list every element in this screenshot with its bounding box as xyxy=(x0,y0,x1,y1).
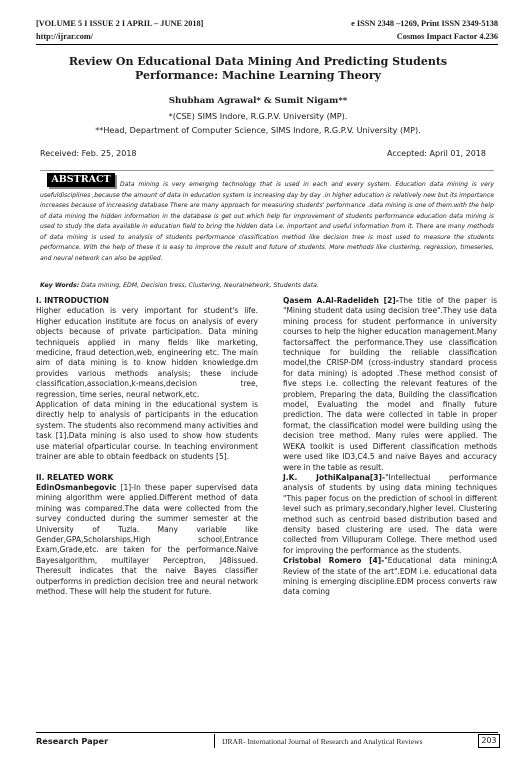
intro-heading: I. INTRODUCTION xyxy=(36,296,109,305)
footer-divider xyxy=(214,734,215,748)
impact-factor: Cosmos Impact Factor 4.236 xyxy=(396,32,498,41)
affiliation-1: *(CSE) SIMS Indore, R.G.P.V. University (MP). xyxy=(168,111,348,121)
related-work-heading: II. RELATED WORK xyxy=(36,472,114,482)
ref-author-3: J.K. JothiKalpana[3]- xyxy=(283,472,386,482)
footer-paper-type: Research Paper xyxy=(36,736,109,746)
authors: Shubham Agrawal* & Sumit Nigam** xyxy=(168,96,348,106)
right-column xyxy=(283,296,497,598)
intro-paragraph-2: Application of data mining in the educational system is directly help to analysis of participants in the education system. The students also recommend many activities and task [1].Data mining is also used to show how students use material ofparticular course. In teaching environment trainer are able to obtain feedback on students [5]. xyxy=(36,400,258,462)
ref-text-4: "Educational data mining;A Review of the state of the art".EDM i.e. educational data mining is emerging discipline.EDM process converts raw data coming xyxy=(283,556,497,597)
keywords xyxy=(40,282,494,289)
volume-info: [VOLUME 5 I ISSUE 2 I APRIL – JUNE 2018] xyxy=(36,19,204,28)
abstract-rule xyxy=(40,170,494,171)
paper-title: Review On Educational Data Mining And Predicting Students Performance: Machine Learning Theory xyxy=(68,55,448,82)
left-column xyxy=(36,296,258,597)
abstract-text: Data mining is very emerging technology that is used in each and every system. Education data mining is very usefuldisciplines ,because the amount of data in education system is increasing day by day .in higher education is relatively new but its importance increases because of increasing database There are many approach for measuring students' performance .data mining is one of them.with the help of data mining the hidden information in the database is get out which help for improvement of students performance education data mining is used to study the data available in education field to bring the hidden data i.e. important and useful information from it. There are many methods of data mining is used to analysis of students performance classification method like decision tree is most used to measure the students performance. With the help of these it is easy to improve the result and future of students. More methods like clustering, regression, timeseries, and neural network can also be applied. xyxy=(40,181,494,262)
page-number: 203 xyxy=(478,734,500,748)
abstract-label: ABSTRACT xyxy=(47,173,115,187)
ref-author-4: Cristobal Romero [4]- xyxy=(283,556,385,566)
issn-info: e ISSN 2348 –1269, Print ISSN 2349-5138 xyxy=(351,19,498,28)
related-work-2 xyxy=(283,296,497,473)
journal-header xyxy=(36,0,498,44)
related-work-1 xyxy=(36,483,258,597)
footer-journal-name: IJRAR- International Journal of Research and Analytical Reviews xyxy=(222,737,423,746)
affiliation-2: **Head, Department of Computer Science, SIMS Indore, R.G.P.V. University (MP). xyxy=(95,125,421,135)
accepted-date: Accepted: April 01, 2018 xyxy=(387,149,486,158)
header-rule xyxy=(36,44,498,45)
intro-paragraph-1: Higher education is very important for student's life. Higher education institute are focus on analysis of every objects because of private participation. Data mining techniqueis applied in many fields like marketing, medicine, fraud detection,web, engineering etc. The main aim of data mining is to know hidden knowledge.dm provides various methods analysis; these include classification,association,k-means,decision tree, regression, time series, neural network,etc. xyxy=(36,306,258,399)
related-work-4 xyxy=(283,556,497,598)
related-work-3 xyxy=(283,473,497,556)
ref-author-2: Qasem A.Al-Radelideh [2]- xyxy=(283,296,399,305)
received-date: Received: Feb. 25, 2018 xyxy=(40,149,137,158)
keywords-label: Key Words: xyxy=(40,282,80,289)
footer-rule xyxy=(36,732,498,733)
journal-url[interactable]: http://ijrar.com/ xyxy=(36,32,94,41)
ref-author-1: EdinOsmanbegovic xyxy=(36,482,117,492)
ref-text-3: "Intellectual performance analysis of students by using data mining techniques "This paper focus on the prediction of school in different level such as primary,secondary,higher level. Clustering method such as centroid based distribution based and density based clustering are used. The data were collected from Villupuram College. There method used for improving the performance as the students. xyxy=(283,472,498,555)
ref-text-1: [1]-In these paper supervised data mining algorithm were applied.Different method of data mining was compared.The data were collected from the survey conducted during the summer semester at the University of Tuzla. Many variable like Gender,GPA,Scholarships,High school,Entrance Exam,Grade,etc. are taken for the performance.Naive Bayesalgorithm, multilayer Perceptron, J48issued. Theresult indicates that the naive Bayes classifier outperforms in prediction decision tree and neural network method. These will help the student for future. xyxy=(36,482,258,596)
keywords-text: Data mining, EDM, Decision tress, Clustering, Neuralnetwork, Students data. xyxy=(79,282,319,289)
ref-text-2: The title of the paper is "Mining student data using decision tree".They use data mining process for student performance in university courses to help the higher education management.Many factorsaffect the performance.They use classification technique for building the reliable classification model,the CRISP-DM (cross-industry standard process for data mining) is adopted .These method consist of five steps i.e. collecting the relevant features of the problem, Preparing the data, Building the classification model, Evaluating the model and finally future prediction. The data were collected in table in proper format, the classification model were building using the decision tree method. Many rules were applied. The WEKA toolkit is used Different classification methods were used like ID3,C4.5 and naive Bayes and accuracy were in the table as result. xyxy=(283,296,497,472)
